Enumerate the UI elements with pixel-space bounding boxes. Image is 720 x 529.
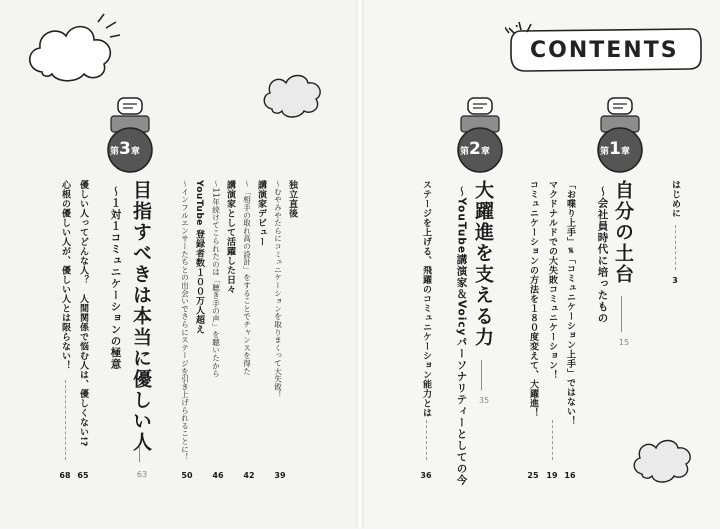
chapter1-badge-label: [600, 139, 630, 159]
chapter3-entry-2-page: 68: [59, 471, 71, 480]
chapter-suffix: 章: [480, 147, 490, 157]
chapter1-entry-3-page: 25: [527, 471, 539, 480]
chapter1-entry-3: コミュニケーションの方法を１８０度変えて、大躍進！: [528, 180, 538, 418]
debut-heading: 講演家デビュー: [256, 180, 266, 247]
chapter3-badge: [102, 96, 158, 174]
intro-page: 3: [672, 276, 678, 285]
youtube-heading: YouTube 登録者数１００万人超え: [194, 180, 204, 335]
chapter2-entry-1-leader: [426, 420, 427, 460]
chapter-prefix: 第: [460, 147, 470, 157]
chapter1-page: 15: [618, 338, 630, 347]
chapter1-entry-2-page: 19: [546, 471, 558, 480]
active-sub: 〜11年続けてこられたのは「聴き手の声」を聴いたから: [211, 180, 221, 378]
chapter3-title: 目指すべきは本当に優しい人: [130, 180, 152, 453]
debut-sub: 〜「相手の取れ高の設計」をすることでチャンスを得た: [242, 180, 252, 375]
active-heading: 講演家として活躍した日々: [225, 180, 235, 294]
chapter3-entry-1-page: 65: [77, 471, 89, 480]
chapter2-number: 2: [469, 139, 481, 159]
cloud-doodle-left-middle: [258, 65, 330, 123]
book-gutter: [356, 0, 364, 529]
chapter3-leader: [139, 446, 140, 462]
chapter-prefix: 第: [600, 147, 610, 157]
contents-title: CONTENTS: [530, 38, 679, 63]
chapter1-title: 自分の土台: [612, 180, 634, 285]
chapter3-entry-2: 心根の優しい人が、優しい人とは限らない！: [60, 180, 70, 370]
youtube-page: 50: [181, 471, 193, 480]
chapter1-entry-1-page: 16: [564, 471, 576, 480]
cloud-doodle-top-left: [20, 12, 130, 92]
chapter3-subtitle: 〜１対１コミュニケーションの極意: [109, 186, 122, 370]
chapter2-badge: [452, 96, 508, 174]
chapter1-badge: [592, 96, 648, 174]
chapter2-page: 35: [478, 396, 490, 405]
intro-label: はじめに: [670, 180, 680, 218]
chapter1-subtitle: 〜会社員時代に培ったもの: [596, 186, 609, 324]
chapter-prefix: 第: [110, 147, 120, 157]
debut-page: 42: [243, 471, 255, 480]
chapter1-leader: [621, 296, 622, 332]
chapter3-number: 3: [119, 139, 131, 159]
cloud-doodle-bottom-right: [630, 430, 700, 490]
chapter1-entry-2: マクドナルドでの大失敗コミュニケーション！: [547, 180, 557, 380]
chapter2-subtitle: 〜YouTube講演家＆Voicyパーソナリティーとしての今: [455, 186, 468, 486]
chapter1-number: 1: [609, 139, 621, 159]
chapter-suffix: 章: [620, 147, 630, 157]
independence-heading: 独立直後: [287, 180, 297, 218]
chapter3-badge-label: [110, 139, 140, 159]
youtube-sub: 〜インフルエンサーたちとの出会いでさらにステージを引き上げられることに！: [180, 180, 190, 461]
chapter2-entry-1-page: 36: [420, 471, 432, 480]
chapter1-entry-1: 「お喋り上手」≠「コミュニケーション上手」ではない！: [565, 180, 575, 426]
chapter2-entry-1: ステージを上げる、飛躍のコミュニケーション能力とは: [421, 180, 431, 418]
chapter3-page: 63: [136, 470, 148, 479]
chapter2-leader: [481, 360, 482, 390]
chapter2-title: 大躍進を支える力: [472, 180, 494, 348]
chapter1-entry-2-leader: [552, 420, 553, 460]
chapter-suffix: 章: [130, 147, 140, 157]
active-page: 46: [212, 471, 224, 480]
independence-heading-sub: 〜むやみやたらにコミュニケーションを取りまくって大失敗！: [273, 180, 283, 399]
independence-heading-page: 39: [274, 471, 286, 480]
chapter3-entry-2-leader: [65, 380, 66, 460]
intro-leader: [675, 225, 676, 270]
chapter3-entry-1: 優しい人ってどんな人？ 人間関係で悩む人は、優しくない!?: [78, 180, 88, 447]
chapter2-badge-label: [460, 139, 490, 159]
